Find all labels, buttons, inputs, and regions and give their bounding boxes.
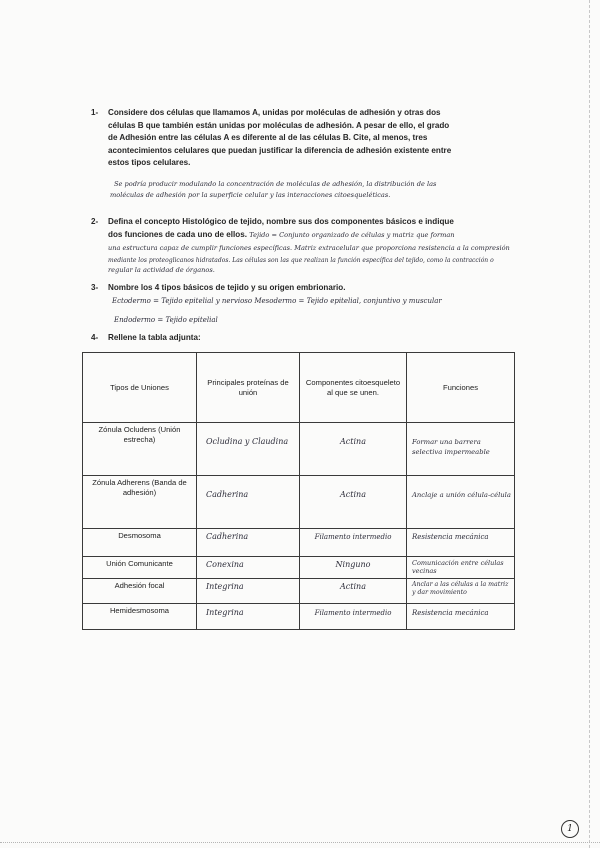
- cell-proteins-value: Integrina: [206, 582, 244, 591]
- cell-proteins-value: Conexina: [206, 560, 244, 569]
- scan-edge: [589, 0, 590, 848]
- question-1-line: Considere dos células que llamamos A, unidas por moléculas de adhesión y otras dos: [108, 108, 441, 117]
- table-row: [83, 476, 515, 529]
- answer-1-line: moléculas de adhesión por la superficie celular y las interacciones citoesqueléticas.: [110, 191, 391, 199]
- cell-functions: [407, 557, 515, 579]
- question-2-line: [108, 229, 538, 242]
- cell-functions-value: Anclar a las células a la matriz y dar movimiento: [412, 581, 509, 596]
- header-proteins: Principales proteínas de unión: [197, 353, 300, 423]
- cell-cytoskeleton-value: Actina: [340, 437, 366, 446]
- cell-proteins: [197, 604, 300, 630]
- cell-functions: [407, 423, 515, 476]
- header-cytoskeleton: Componentes citoesqueleto al que se unen.: [300, 353, 407, 423]
- cell-cytoskeleton-value: Actina: [340, 582, 366, 591]
- cell-proteins-value: Cadherina: [206, 490, 249, 499]
- cell-cytoskeleton: [300, 423, 407, 476]
- cell-functions: [407, 476, 515, 529]
- question-3: [91, 282, 518, 295]
- cell-proteins: [197, 476, 300, 529]
- cell-cytoskeleton-value: Filamento intermedio: [314, 609, 392, 617]
- cell-cytoskeleton: [300, 604, 407, 630]
- question-4-number: 4-: [91, 333, 99, 342]
- cell-functions: [407, 579, 515, 604]
- table-row: [83, 579, 515, 604]
- table-row: [83, 423, 515, 476]
- question-1-line: estos tipos celulares.: [108, 158, 191, 168]
- cell-proteins-value: Cadherina: [206, 532, 249, 541]
- question-4-line: Rellene la tabla adjunta:: [108, 333, 201, 342]
- header-types: Tipos de Uniones: [83, 353, 197, 423]
- page-number-mark: 1: [561, 820, 579, 838]
- cell-type: Desmosoma: [83, 529, 197, 557]
- answer-3-line: Endodermo = Tejido epitelial: [114, 316, 218, 324]
- answer-2-line: una estructura capaz de cumplir funciones específicas. Matriz extracelular que proporciona resistencia a la compresión: [108, 244, 510, 252]
- question-1-line: acontecimientos celulares que puedan justificar la diferencia de adhesión existente entre: [108, 145, 452, 155]
- table-header-row: [83, 353, 515, 423]
- cell-cytoskeleton: [300, 579, 407, 604]
- cell-functions-value: Formar una barrera selectiva impermeable: [412, 438, 490, 456]
- cell-type: Adhesión focal: [83, 579, 197, 604]
- question-2-line-text: dos funciones de cada uno de ellos.: [108, 229, 247, 239]
- question-1-number: 1-: [91, 108, 99, 117]
- question-2-line: Defina el concepto Histológico de tejido, nombre sus dos componentes básicos e indique: [108, 217, 454, 226]
- cell-cytoskeleton-value: Filamento intermedio: [314, 533, 392, 541]
- answer-1-line: Se podría producir modulando la concentración de moléculas de adhesión, la distribución de las: [114, 180, 437, 188]
- answer-2-line: mediante los proteoglicanos hidratados. Las células son las que realizan la función específica del tejido, como la contracción o: [108, 257, 494, 264]
- cell-proteins: [197, 529, 300, 557]
- cell-functions-value: Comunicación entre células vecinas: [412, 559, 504, 575]
- question-3-line: Nombre los 4 tipos básicos de tejido y su origen embrionario.: [108, 283, 346, 292]
- cell-proteins: [197, 423, 300, 476]
- question-1: [91, 107, 518, 170]
- cell-cytoskeleton: [300, 529, 407, 557]
- answer-3-line: Ectodermo = Tejido epitelial y nervioso Mesodermo = Tejido epitelial, conjuntivo y muscular: [112, 297, 442, 305]
- table-row: [83, 557, 515, 579]
- cell-cytoskeleton: [300, 476, 407, 529]
- cell-proteins-value: Ocludina y Claudina: [206, 437, 289, 446]
- cell-type: Hemidesmosoma: [83, 604, 197, 630]
- answer-2-inline: Tejido = Conjunto organizado de células y matriz que forman: [249, 230, 455, 239]
- question-3-number: 3-: [91, 283, 99, 292]
- cell-type: Zónula Ocludens (Unión estrecha): [83, 423, 197, 476]
- cell-functions-value: Resistencia mecánica: [412, 609, 489, 617]
- cell-functions-value: Anclaje a unión célula-célula: [412, 491, 511, 499]
- junctions-table: [82, 352, 515, 630]
- scan-noise-line: [0, 842, 600, 843]
- question-2-number: 2-: [91, 217, 99, 226]
- cell-functions-value: Resistencia mecánica: [412, 533, 489, 541]
- cell-cytoskeleton-value: Ninguno: [335, 560, 371, 569]
- question-1-line: de Adhesión entre las células A es diferente al de las células B. Cite, al menos, tres: [108, 133, 428, 143]
- cell-cytoskeleton: [300, 557, 407, 579]
- table-row: [83, 529, 515, 557]
- cell-proteins: [197, 557, 300, 579]
- cell-type: Zónula Adherens (Banda de adhesión): [83, 476, 197, 529]
- question-1-line: células B que también están unidas por moléculas de adhesión. A pesar de ello, el grado: [108, 120, 450, 130]
- cell-functions: [407, 604, 515, 630]
- header-functions: Funciones: [407, 353, 515, 423]
- table-row: [83, 604, 515, 630]
- cell-proteins: [197, 579, 300, 604]
- cell-proteins-value: Integrina: [206, 608, 244, 617]
- answer-2-line: regular la actividad de órganos.: [108, 266, 215, 274]
- cell-functions: [407, 529, 515, 557]
- question-2: [91, 216, 538, 241]
- question-4: [91, 332, 518, 345]
- cell-cytoskeleton-value: Actina: [340, 490, 366, 499]
- cell-type: Unión Comunicante: [83, 557, 197, 579]
